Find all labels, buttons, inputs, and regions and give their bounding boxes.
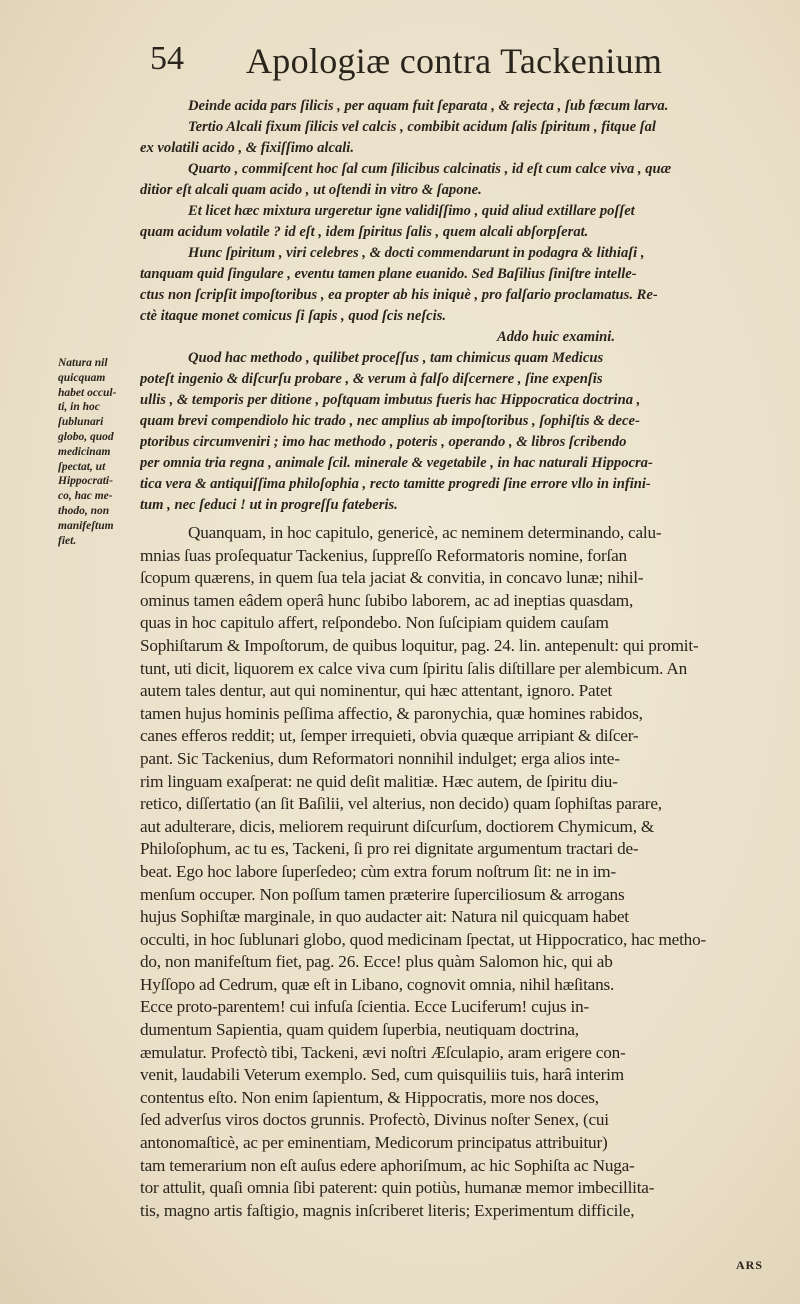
text-line: dumentum Sapientia, quam quidem ſuperbia, neutiquam doctrina, bbox=[140, 1020, 579, 1040]
text-line: Hyſſopo ad Cedrum, quæ eſt in Libano, cognovit omnia, nihil hæſitans. bbox=[140, 974, 615, 994]
text-line: Quarto , commiſcent hoc ſal cum ſilicibus calcinatis , id eſt cum calce viva , quæ bbox=[188, 161, 672, 177]
text-line: venit, laudabili Veterum exemplo. Sed, cum quisquiliis tuis, harâ interim bbox=[140, 1065, 624, 1085]
text-line: retico, diſſertatio (an ſit Baſilii, vel alterius, non decido) quam ſophiſtas parare, bbox=[140, 794, 662, 814]
text-line: tamen hujus hominis peſſima affectio, & paronychia, quæ homines rabidos, bbox=[140, 703, 643, 723]
text-line: tor attulit, quaſi omnia ſibi paterent: quin potiùs, humanæ memor imbecillita- bbox=[140, 1178, 655, 1198]
margin-note-line: globo, quod bbox=[58, 430, 114, 443]
text-line: mnias ſuas proſequatur Tackenius, ſuppreſſo Reformatoris nomine, forſan bbox=[140, 545, 627, 565]
text-line: aut adulterare, dicis, meliorem requirunt diſcurſum, doctiorem Chymicum, & bbox=[140, 816, 655, 836]
text-line: ptoribus circumveniri ; imo hac methodo , poteris , operando , & libros ſcribendo bbox=[140, 434, 627, 450]
text-line: Tertio Alcali fixum ſilicis vel calcis , combibit acidum ſalis ſpiritum , fitque ſal bbox=[188, 119, 656, 135]
text-line: Quod hac methodo , quilibet proceſſus , tam chimicus quam Medicus bbox=[188, 350, 604, 366]
text-line: rim linguam exaſperat: ne quid deſit malitiæ. Hæc autem, de ſpiritu diu- bbox=[140, 771, 618, 791]
text-line: canes efferos reddit; ut, ſemper irrequieti, obvia quæque arripiant & diſcer- bbox=[140, 726, 639, 746]
text-line: do, non manifeſtum fiet, pag. 26. Ecce! plus quàm Salomon hic, qui ab bbox=[140, 952, 613, 972]
text-line: Ecce proto-parentem! cui infuſa ſcientia. Ecce Luciferum! cujus in- bbox=[140, 997, 590, 1017]
text-line: autem tales dentur, aut qui nominentur, qui hæc attentant, ignoro. Patet bbox=[140, 681, 613, 701]
page-number: 54 bbox=[150, 40, 184, 77]
text-line: ominus tamen eâdem operâ hunc ſubibo laborem, ac ad ineptias quasdam, bbox=[140, 590, 634, 610]
text-line: antonomaſticè, ac per eminentiam, Medicorum principatus attribuitur) bbox=[140, 1133, 608, 1153]
italic-paragraphs bbox=[140, 96, 772, 516]
main-text bbox=[140, 96, 772, 1222]
text-line: quam brevi compendiolo hic trado , nec amplius ab impoſtoribus , ſophiſtis & dece- bbox=[140, 413, 640, 429]
margin-note-line: Hippocrati- bbox=[58, 475, 113, 488]
text-line: ctè itaque monet comicus ſi ſapis , quod ſcis neſcis. bbox=[140, 308, 447, 324]
margin-note-line: medicinam bbox=[58, 445, 111, 458]
text-line: tunt, uti dicit, liquorem ex calce viva cum ſpiritu ſalis diſtillare per alembicum. An bbox=[140, 658, 687, 678]
text-line: occulti, in hoc ſublunari globo, quod medicinam ſpectat, ut Hippocratico, hac metho- bbox=[140, 929, 706, 949]
text-line: tam temerarium non eſt auſus edere aphoriſmum, ac hic Sophiſta ac Nuga- bbox=[140, 1155, 635, 1175]
text-line: beat. Ego hoc labore ſuperſedeo; cùm extra forum noſtrum ſit: ne in im- bbox=[140, 861, 616, 881]
text-line: Sophiſtarum & Impoſtorum, de quibus loquitur, pag. 24. lin. antepenult: qui promit- bbox=[140, 635, 699, 655]
text-line: per omnia tria regna , animale ſcil. minerale & vegetabile , in hac naturali Hippocra- bbox=[140, 455, 653, 471]
text-line: æmulatur. Profectò tibi, Tackeni, ævi noſtri Æſculapio, aram erigere con- bbox=[140, 1042, 626, 1062]
text-line: ex volatili acido , & fixiſſimo alcali. bbox=[140, 140, 355, 156]
roman-paragraph bbox=[140, 522, 772, 1222]
text-line: menſum occuper. Non poſſum tamen præterire ſuperciliosum & arrogans bbox=[140, 884, 625, 904]
margin-note-line: Natura nil bbox=[58, 357, 108, 369]
margin-note bbox=[58, 356, 140, 548]
margin-note-line: co, hac me- bbox=[58, 490, 113, 503]
page-header bbox=[150, 40, 770, 90]
text-line: poteſt ingenio & diſcurſu probare , & verum à falſo diſcernere , ſine expenſis bbox=[140, 371, 603, 387]
text-line: ctus non ſcripſit impoſtoribus , ea propter ab his iniquè , pro falſario proclamatus. Re- bbox=[140, 287, 658, 303]
text-line: contentus eſto. Non enim ſapientum, & Hippocratis, more nos doces, bbox=[140, 1087, 599, 1107]
text-line: Deinde acida pars ſilicis , per aquam fuit ſeparata , & rejecta , ſub fæcum larva. bbox=[188, 98, 669, 114]
text-line: Et licet hæc mixtura urgeretur igne validiſſimo , quid aliud extillare poſſet bbox=[188, 203, 635, 219]
text-line: Hunc ſpiritum , viri celebres , & docti commendarunt in podagra & lithiaſi , bbox=[188, 245, 645, 261]
catchword: ARS bbox=[736, 1258, 764, 1272]
text-line: ullis , & temporis per ditione , poſtquam imbutus fueris hac Hippocratica doctrina , bbox=[140, 392, 641, 408]
margin-note-line: fiet. bbox=[58, 534, 77, 547]
margin-note-line: quicquam bbox=[58, 371, 106, 384]
margin-note-line: thodo, non bbox=[58, 504, 110, 517]
running-title: Apologiæ contra Tackenium bbox=[246, 41, 663, 81]
text-line: Philoſophum, ac tu es, Tackeni, ſi pro rei dignitate argumentum tractari de- bbox=[140, 839, 639, 859]
section-subheading: Addo huic examini. bbox=[497, 329, 615, 345]
text-line: quam acidum volatile ? id eſt , idem ſpiritus ſalis , quem alcali abſorpſerat. bbox=[140, 224, 589, 240]
margin-note-line: ſublunari bbox=[58, 416, 104, 429]
text-line: ditior eſt alcali quam acido , ut oſtendi in vitro & ſapone. bbox=[140, 182, 482, 198]
text-line: quas in hoc capitulo affert, reſpondebo. Non ſuſcipiam quidem cauſam bbox=[140, 613, 609, 633]
text-line: pant. Sic Tackenius, dum Reformatori nonnihil indulget; erga alios inte- bbox=[140, 748, 620, 768]
text-line: ſcopum quærens, in quem ſua tela jaciat & convitia, in concavo lunæ; nihil- bbox=[140, 568, 644, 588]
text-line: tis, magno artis faſtigio, magnis inſcriberet literis; Experimentum difficile, bbox=[140, 1200, 635, 1220]
margin-note-line: ſpectat, ut bbox=[58, 460, 106, 473]
margin-note-line: ti, in hoc bbox=[58, 401, 100, 414]
text-line: tum , nec ſeduci ! ut in progreſſu fateberis. bbox=[140, 497, 398, 513]
margin-note-line: manifeſtum bbox=[58, 519, 114, 532]
text-line: hujus Sophiſtæ marginale, in quo audacter ait: Natura nil quicquam habet bbox=[140, 907, 629, 927]
text-line: Quanquam, in hoc capitulo, genericè, ac neminem determinando, calu- bbox=[188, 523, 662, 542]
text-line: ſed adverſus viros doctos grunnis. Profectò, Divinus noſter Senex, (cui bbox=[140, 1110, 609, 1130]
margin-note-line: habet occul- bbox=[58, 386, 117, 399]
text-line: tica vera & antiquiſſima philoſophia , recto tamitte progredi ſine errore vllo in infini- bbox=[140, 476, 651, 492]
text-line: tanquam quid ſingulare , eventu tamen plane euanido. Sed Baſilius ſiniſtre intelle- bbox=[140, 266, 637, 282]
